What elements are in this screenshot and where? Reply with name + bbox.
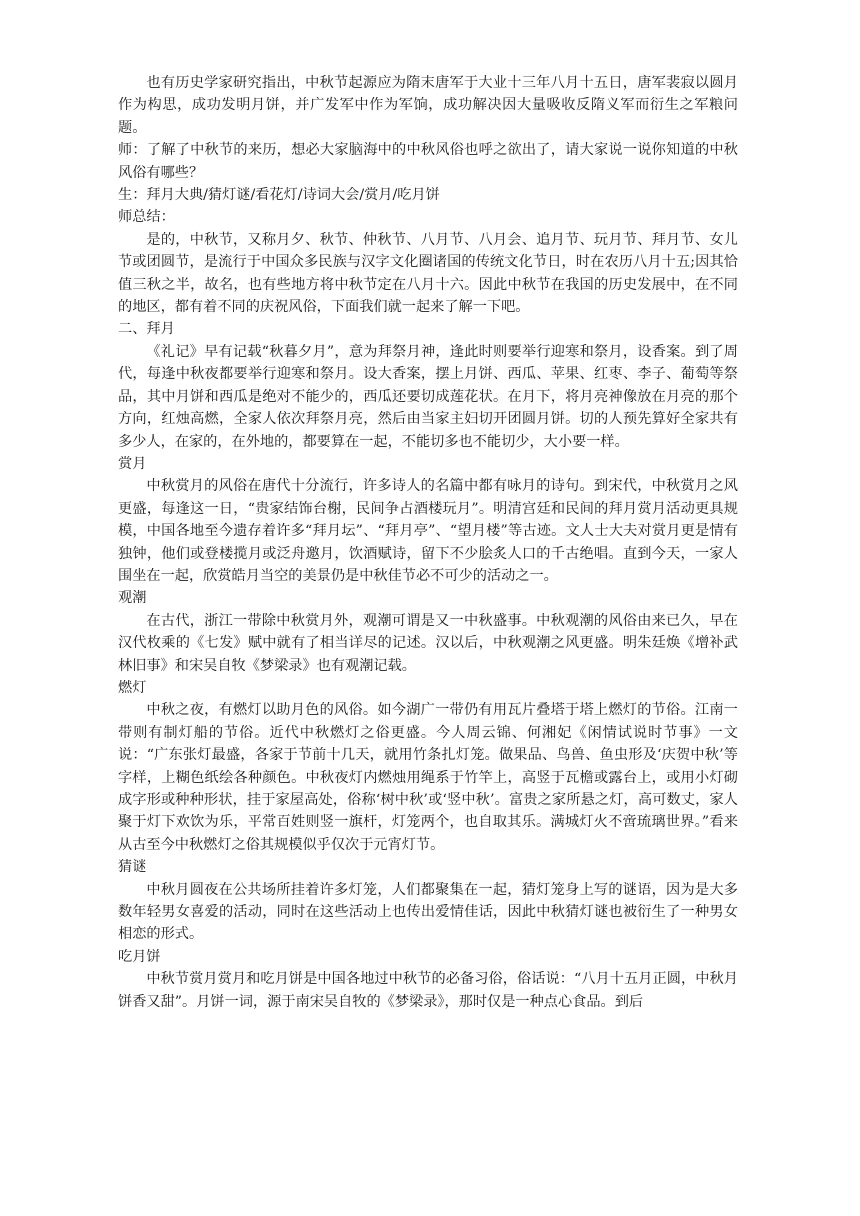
paragraph-teacher-summary-label: 师总结： (118, 209, 175, 226)
heading-randeng: 燃灯 (118, 679, 147, 696)
heading-baiyue: 二、拜月 (118, 321, 175, 338)
heading-chiyuebing: 吃月饼 (118, 948, 161, 965)
paragraph-chiyuebing: 中秋节赏月赏月和吃月饼是中国各地过中秋节的必备习俗，俗话说：“八月十五月正圆，中秋月饼香又甜”。月饼一词，源于南宋吴自牧的《梦梁录》，那时仅是一种点心食品。到后 (118, 971, 738, 1010)
paragraph-randeng: 中秋之夜，有燃灯以助月色的风俗。如今湖广一带仍有用瓦片叠塔于塔上燃灯的节俗。江南一带则有制灯船的节俗。近代中秋燃灯之俗更盛。今人周云锦、何湘妃《闲情试说时节事》一文说：“广东张灯最盛，各家于节前十几天，就用竹条扎灯笼。做果品、鸟兽、鱼虫形及‘庆贺中秋’等字样，上糊色纸绘各种颜色。中秋夜灯内燃烛用绳系于竹竿上，高竖于瓦檐或露台上，或用小灯砌成字形或种种形状，挂于家屋高处，俗称‘树中秋’或‘竖中秋’。富贵之家所悬之灯，高可数丈，家人聚于灯下欢饮为乐，平常百姓则竖一旗杆，灯笼两个，也自取其乐。满城灯火不啻琉璃世界。”看来从古至今中秋燃灯之俗其规模似乎仅次于元宵灯节。 (118, 702, 738, 853)
paragraph-shangyue: 中秋赏月的风俗在唐代十分流行，许多诗人的名篇中都有咏月的诗句。到宋代，中秋赏月之风更盛，每逢这一日，“贵家结饰台榭，民间争占酒楼玩月”。明清宫廷和民间的拜月赏月活动更具规模，中国各地至今遗存着许多“拜月坛”、“拜月亭”、“望月楼”等古迹。文人士大夫对赏月更是情有独钟，他们或登楼揽月或泛舟邀月，饮酒赋诗，留下不少脍炙人口的千古绝唱。直到今天，一家人围坐在一起，欣赏皓月当空的美景仍是中秋佳节必不可少的活动之一。 (118, 478, 738, 584)
paragraph-teacher-question: 师：了解了中秋节的来历，想必大家脑海中的中秋风俗也呼之欲出了，请大家说一说你知道的中秋风俗有哪些？ (118, 142, 738, 181)
paragraph-guanchao: 在古代，浙江一带除中秋赏月外，观潮可谓是又一中秋盛事。中秋观潮的风俗由来已久，早在汉代枚乘的《七发》赋中就有了相当详尽的记述。汉以后，中秋观潮之风更盛。明朱廷焕《增补武林旧事》和宋吴自牧《梦梁录》也有观潮记载。 (118, 612, 738, 674)
heading-shangyue: 赏月 (118, 455, 147, 472)
heading-caimi: 猜谜 (118, 859, 147, 876)
paragraph-student-answer: 生：拜月大典/猜灯谜/看花灯/诗词大会/赏月/吃月饼 (118, 187, 440, 204)
heading-guanchao: 观潮 (118, 590, 147, 607)
document-page (118, 72, 738, 1013)
paragraph-caimi: 中秋月圆夜在公共场所挂着许多灯笼，人们都聚集在一起，猜灯笼身上写的谜语，因为是大多数年轻男女喜爱的活动，同时在这些活动上也传出爱情佳话，因此中秋猜灯谜也被衍生了一种男女相恋的形式。 (118, 881, 738, 943)
paragraph-summary: 是的，中秋节，又称月夕、秋节、仲秋节、八月节、八月会、追月节、玩月节、拜月节、女儿节或团圆节，是流行于中国众多民族与汉字文化圈诸国的传统文化节日，时在农历八月十五;因其恰值三秋之半，故名，也有些地方将中秋节定在八月十六。因此中秋节在我国的历史发展中，在不同的地区，都有着不同的庆祝风俗，下面我们就一起来了解一下吧。 (118, 231, 738, 316)
paragraph-origin: 也有历史学家研究指出，中秋节起源应为隋末唐军于大业十三年八月十五日，唐军裴寂以圆月作为构思，成功发明月饼，并广发军中作为军饷，成功解决因大量吸收反隋义军而衍生之军粮问题。 (118, 75, 738, 136)
paragraph-baiyue: 《礼记》早有记载“秋暮夕月”，意为拜祭月神，逢此时则要举行迎寒和祭月，设香案。到了周代，每逢中秋夜都要举行迎寒和祭月。设大香案，摆上月饼、西瓜、苹果、红枣、李子、葡萄等祭品，其中月饼和西瓜是绝对不能少的，西瓜还要切成莲花状。在月下，将月亮神像放在月亮的那个方向，红烛高燃，全家人依次拜祭月亮，然后由当家主妇切开团圆月饼。切的人预先算好全家共有多少人，在家的，在外地的，都要算在一起，不能切多也不能切少，大小要一样。 (118, 343, 738, 450)
